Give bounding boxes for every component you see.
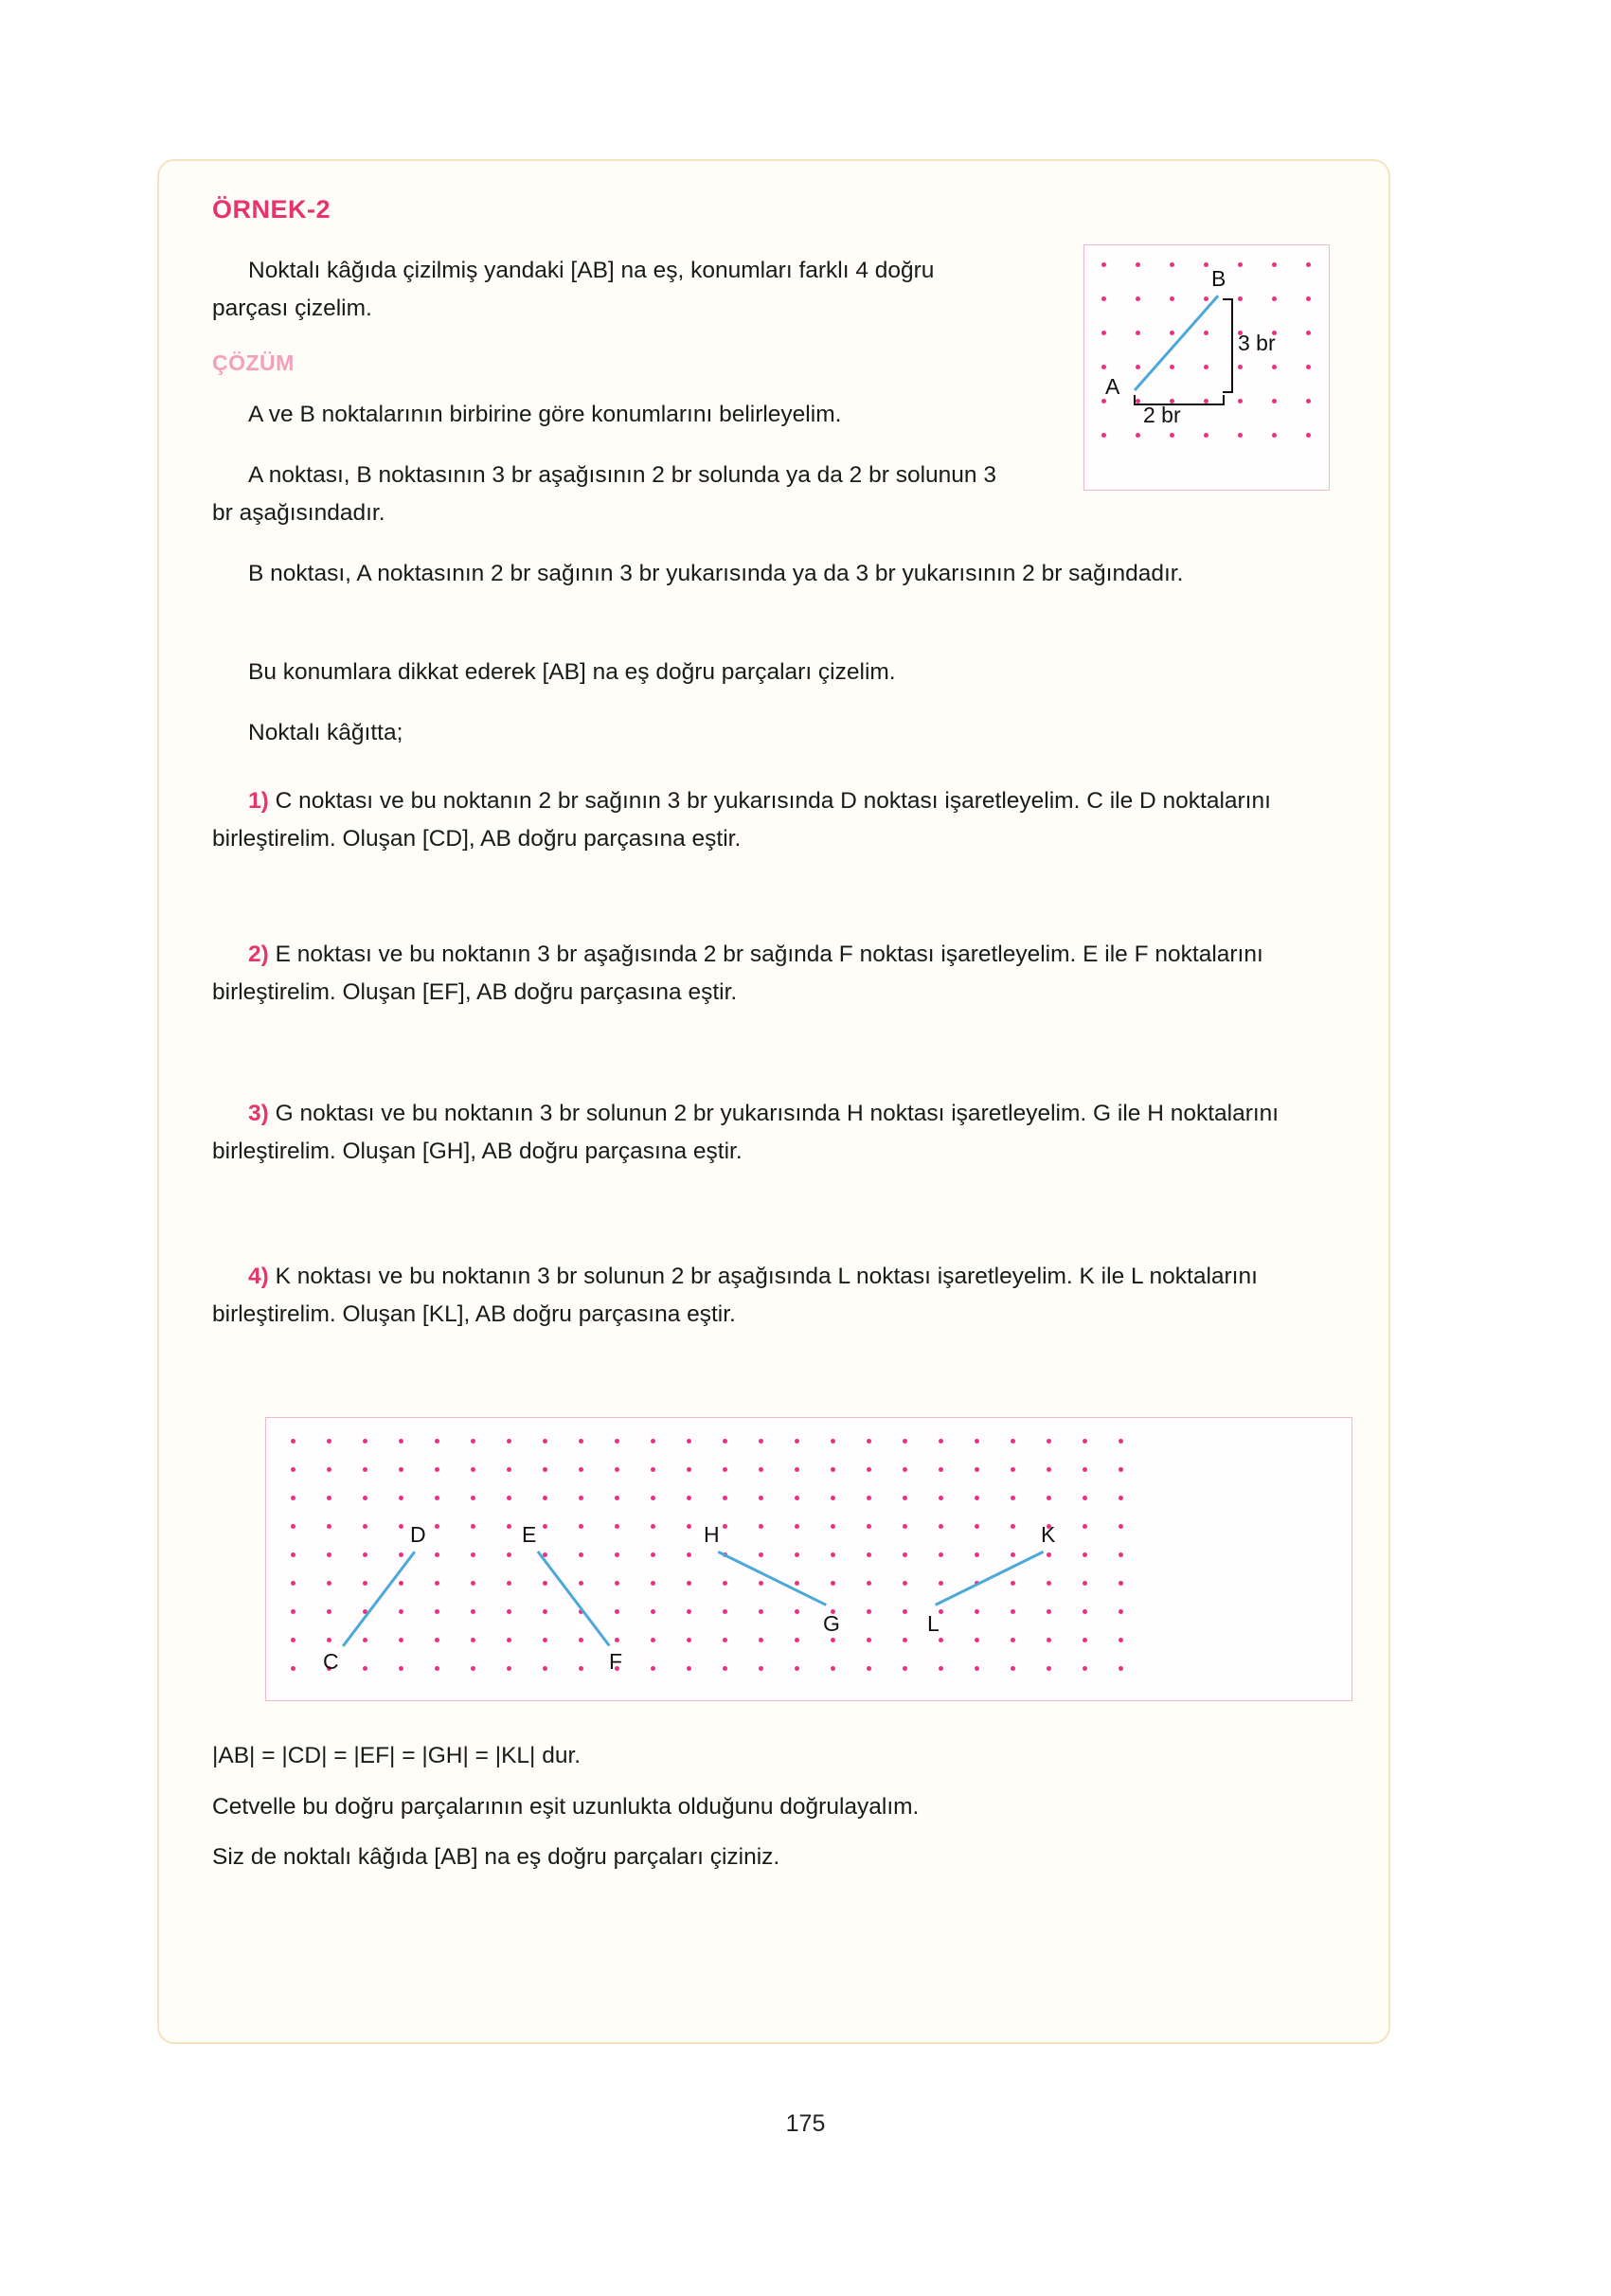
grid-dot — [1083, 1496, 1087, 1500]
grid-dot — [1119, 1609, 1123, 1614]
grid-dot — [1083, 1638, 1087, 1642]
grid-dot — [1083, 1524, 1087, 1529]
step-2-text: E noktası ve bu noktanın 3 br aşağısında 2 br sağında F noktası işaretleyelim. E ile F noktalarını birleştirelim. Oluşan [EF], AB doğru parçasına eştir. — [212, 942, 1263, 1005]
grid-dot — [435, 1638, 439, 1642]
grid-dot — [939, 1666, 943, 1671]
grid-dot — [291, 1467, 295, 1472]
grid-dot — [759, 1581, 763, 1586]
step-4 — [212, 1258, 1339, 1333]
grid-dot — [795, 1524, 799, 1529]
label-d: D — [410, 1522, 426, 1547]
grid-dot — [759, 1666, 763, 1671]
grid-dot — [867, 1609, 871, 1614]
grid-dot — [903, 1638, 907, 1642]
segment-kl — [935, 1551, 1044, 1606]
grid-dot — [831, 1581, 835, 1586]
grid-dot — [1047, 1581, 1051, 1586]
grid-dot — [507, 1439, 511, 1444]
grid-dot — [1011, 1552, 1015, 1557]
grid-dot — [1083, 1552, 1087, 1557]
grid-dot — [1101, 296, 1106, 301]
grid-dot — [399, 1552, 403, 1557]
grid-dot — [831, 1666, 835, 1671]
grid-dot — [975, 1467, 979, 1472]
grid-dot — [615, 1638, 619, 1642]
grid-dot — [1272, 365, 1277, 369]
grid-dot — [1047, 1496, 1051, 1500]
grid-dot — [1119, 1467, 1123, 1472]
grid-dot — [903, 1439, 907, 1444]
grid-dot — [1170, 262, 1174, 267]
footer-lines — [212, 1737, 1339, 1890]
grid-dot — [1204, 365, 1208, 369]
grid-dot — [867, 1666, 871, 1671]
grid-dot — [327, 1439, 331, 1444]
grid-dot — [867, 1496, 871, 1500]
grid-dot — [615, 1609, 619, 1614]
paragraph-4: Bu konumlara dikkat ederek [AB] na eş doğru parçaları çizelim. — [248, 659, 896, 685]
grid-dot — [363, 1439, 367, 1444]
step-1-number: 1) — [248, 788, 269, 814]
grid-dot — [615, 1467, 619, 1472]
paragraph-5: Noktalı kâğıtta; — [248, 720, 403, 745]
grid-dot — [975, 1609, 979, 1614]
grid-dot — [1170, 296, 1174, 301]
grid-dot — [327, 1638, 331, 1642]
grid-dot — [723, 1467, 727, 1472]
grid-dot — [471, 1496, 475, 1500]
grid-dot — [867, 1552, 871, 1557]
grid-dot — [975, 1638, 979, 1642]
grid-dot — [795, 1609, 799, 1614]
grid-dot — [327, 1524, 331, 1529]
segment-cd — [342, 1551, 416, 1646]
label-2br: 2 br — [1143, 403, 1181, 427]
grid-dot — [651, 1552, 655, 1557]
grid-dot — [363, 1638, 367, 1642]
intro-paragraph: Noktalı kâğıda çizilmiş yandaki [AB] na eş, konumları farklı 4 doğru parçası çizelim. — [212, 258, 935, 321]
grid-dot — [507, 1496, 511, 1500]
grid-dot — [1272, 399, 1277, 404]
grid-dot — [435, 1467, 439, 1472]
footer-line-1: |AB| = |CD| = |EF| = |GH| = |KL| dur. — [212, 1743, 582, 1768]
grid-dot — [687, 1638, 691, 1642]
label-h: H — [704, 1522, 720, 1547]
grid-dot — [759, 1496, 763, 1500]
grid-dot — [903, 1666, 907, 1671]
paragraph-3-block — [212, 555, 1339, 593]
grid-dot — [1204, 262, 1208, 267]
grid-dot — [471, 1666, 475, 1671]
grid-dot — [471, 1609, 475, 1614]
grid-dot — [1083, 1439, 1087, 1444]
grid-dot — [831, 1638, 835, 1642]
grid-dot — [579, 1439, 583, 1444]
grid-dot — [1101, 365, 1106, 369]
grid-dot — [291, 1609, 295, 1614]
grid-dot — [687, 1609, 691, 1614]
grid-dot — [1101, 262, 1106, 267]
example-card — [157, 159, 1390, 2044]
grid-dot — [435, 1524, 439, 1529]
brace-vertical — [1223, 298, 1233, 393]
grid-dot — [471, 1524, 475, 1529]
grid-dot — [1011, 1581, 1015, 1586]
grid-dot — [579, 1666, 583, 1671]
grid-dot — [1047, 1666, 1051, 1671]
grid-dot — [1119, 1666, 1123, 1671]
grid-dot — [1011, 1496, 1015, 1500]
card-content — [212, 195, 1339, 1871]
grid-dot — [687, 1496, 691, 1500]
grid-dot — [1119, 1496, 1123, 1500]
grid-dot — [903, 1609, 907, 1614]
footer-line-3: Siz de noktalı kâğıda [AB] na eş doğru parçaları çiziniz. — [212, 1844, 780, 1871]
grid-dot — [1011, 1439, 1015, 1444]
grid-dot — [1272, 433, 1277, 438]
grid-dot — [867, 1638, 871, 1642]
grid-dot — [435, 1666, 439, 1671]
grid-dot — [939, 1638, 943, 1642]
step-1 — [212, 782, 1339, 857]
grid-dot — [507, 1467, 511, 1472]
paragraph-4-block — [212, 654, 1339, 691]
paragraph-2-block — [212, 457, 1008, 531]
grid-dot — [1272, 262, 1277, 267]
grid-dot — [399, 1581, 403, 1586]
grid-dot — [903, 1581, 907, 1586]
grid-dot — [507, 1581, 511, 1586]
grid-dot — [1047, 1638, 1051, 1642]
grid-dot — [363, 1581, 367, 1586]
grid-dot — [1083, 1666, 1087, 1671]
step-1-block — [212, 782, 1339, 857]
grid-dot — [1136, 331, 1140, 335]
grid-dot — [795, 1439, 799, 1444]
grid-dot — [291, 1638, 295, 1642]
grid-dot — [903, 1524, 907, 1529]
grid-dot — [363, 1524, 367, 1529]
grid-dot — [363, 1496, 367, 1500]
grid-dot — [723, 1581, 727, 1586]
figure-small-dotted-paper — [1083, 244, 1330, 491]
grid-dot — [795, 1496, 799, 1500]
grid-dot — [759, 1638, 763, 1642]
grid-dot — [939, 1581, 943, 1586]
grid-dot — [1306, 331, 1311, 335]
grid-dot — [1083, 1467, 1087, 1472]
grid-dot — [1011, 1524, 1015, 1529]
grid-dot — [435, 1496, 439, 1500]
grid-dot — [1170, 331, 1174, 335]
grid-dot — [579, 1496, 583, 1500]
grid-dot — [399, 1666, 403, 1671]
grid-dot — [291, 1581, 295, 1586]
grid-dot — [1011, 1467, 1015, 1472]
grid-dot — [723, 1524, 727, 1529]
figure-big-dotted-paper — [265, 1417, 1352, 1701]
grid-dot — [507, 1524, 511, 1529]
grid-dot — [543, 1638, 547, 1642]
grid-dot — [759, 1467, 763, 1472]
grid-dot — [831, 1496, 835, 1500]
grid-dot — [1119, 1638, 1123, 1642]
page-title: ÖRNEK-2 — [212, 195, 331, 224]
grid-dot — [291, 1439, 295, 1444]
step-4-text: K noktası ve bu noktanın 3 br solunun 2 br aşağısında L noktası işaretleyelim. K ile L noktalarını birleştirelim. Oluşan [KL], AB doğru parçasına eştir. — [212, 1264, 1258, 1327]
grid-dot — [507, 1609, 511, 1614]
grid-dot — [615, 1552, 619, 1557]
solution-label: ÇÖZÜM — [212, 350, 295, 375]
grid-dot — [651, 1524, 655, 1529]
step-3-text: G noktası ve bu noktanın 3 br solunun 2 br yukarısında H noktası işaretleyelim. G ile H noktalarını birleştirelim. Oluşan [GH], AB doğru parçasına eştir. — [212, 1101, 1280, 1164]
grid-dot — [543, 1439, 547, 1444]
grid-dot — [1011, 1609, 1015, 1614]
grid-dot — [975, 1439, 979, 1444]
grid-dot — [579, 1552, 583, 1557]
grid-dot — [1136, 433, 1140, 438]
grid-dot — [723, 1638, 727, 1642]
grid-dot — [291, 1666, 295, 1671]
grid-dot — [579, 1638, 583, 1642]
grid-dot — [651, 1581, 655, 1586]
grid-dot — [975, 1552, 979, 1557]
grid-dot — [651, 1496, 655, 1500]
grid-dot — [1119, 1581, 1123, 1586]
grid-dot — [723, 1666, 727, 1671]
segment-gh — [718, 1551, 827, 1606]
grid-dot — [939, 1552, 943, 1557]
paragraph-1-block — [212, 396, 1008, 434]
grid-dot — [939, 1467, 943, 1472]
grid-dot — [1101, 331, 1106, 335]
grid-dot — [327, 1496, 331, 1500]
grid-dot — [435, 1609, 439, 1614]
page-number: 175 — [785, 2110, 826, 2137]
grid-dot — [1170, 365, 1174, 369]
grid-dot — [1306, 365, 1311, 369]
grid-dot — [759, 1524, 763, 1529]
grid-dot — [651, 1439, 655, 1444]
grid-dot — [687, 1467, 691, 1472]
step-2-block — [212, 936, 1339, 1011]
grid-dot — [435, 1581, 439, 1586]
label-g: G — [823, 1611, 840, 1636]
grid-dot — [795, 1666, 799, 1671]
grid-dot — [867, 1581, 871, 1586]
grid-dot — [723, 1496, 727, 1500]
grid-dot — [831, 1439, 835, 1444]
grid-dot — [1238, 262, 1243, 267]
grid-dot — [471, 1552, 475, 1557]
grid-dot — [543, 1666, 547, 1671]
grid-dot — [831, 1524, 835, 1529]
grid-dot — [543, 1467, 547, 1472]
step-2 — [212, 936, 1339, 1011]
grid-dot — [975, 1496, 979, 1500]
grid-dot — [327, 1609, 331, 1614]
grid-dot — [975, 1524, 979, 1529]
grid-dot — [831, 1552, 835, 1557]
grid-dot — [543, 1496, 547, 1500]
label-3br: 3 br — [1238, 331, 1276, 355]
grid-dot — [867, 1524, 871, 1529]
step-3-number: 3) — [248, 1101, 269, 1126]
grid-dot — [867, 1439, 871, 1444]
grid-dot — [507, 1638, 511, 1642]
grid-dot — [615, 1496, 619, 1500]
label-l: L — [927, 1611, 940, 1636]
grid-dot — [507, 1552, 511, 1557]
grid-dot — [1119, 1524, 1123, 1529]
grid-dot — [1047, 1609, 1051, 1614]
grid-dot — [903, 1467, 907, 1472]
grid-dot — [291, 1496, 295, 1500]
grid-dot — [615, 1439, 619, 1444]
grid-dot — [471, 1439, 475, 1444]
label-e: E — [522, 1522, 537, 1547]
grid-dot — [579, 1524, 583, 1529]
grid-dot — [399, 1439, 403, 1444]
grid-dot — [327, 1581, 331, 1586]
grid-dot — [1272, 296, 1277, 301]
grid-dot — [795, 1638, 799, 1642]
grid-dot — [939, 1496, 943, 1500]
grid-dot — [327, 1552, 331, 1557]
paragraph-5-block — [212, 714, 1339, 752]
grid-dot — [759, 1439, 763, 1444]
grid-dot — [1101, 433, 1106, 438]
grid-dot — [363, 1467, 367, 1472]
label-c: C — [323, 1649, 339, 1674]
grid-dot — [399, 1467, 403, 1472]
grid-dot — [1170, 433, 1174, 438]
grid-dot — [399, 1609, 403, 1614]
step-4-block — [212, 1258, 1339, 1333]
grid-dot — [1306, 296, 1311, 301]
grid-dot — [543, 1609, 547, 1614]
grid-dot — [723, 1609, 727, 1614]
grid-dot — [903, 1496, 907, 1500]
grid-dot — [1204, 296, 1208, 301]
grid-dot — [543, 1524, 547, 1529]
segment-ef — [537, 1551, 611, 1646]
grid-dot — [1204, 331, 1208, 335]
grid-dot — [1306, 262, 1311, 267]
grid-dot — [327, 1467, 331, 1472]
label-k: K — [1041, 1522, 1056, 1547]
grid-dot — [759, 1552, 763, 1557]
step-2-number: 2) — [248, 942, 269, 967]
grid-dot — [831, 1467, 835, 1472]
paragraph-2: A noktası, B noktasının 3 br aşağısının 2 br solunda ya da 2 br solunun 3 br aşağısındadır. — [212, 462, 996, 526]
grid-dot — [399, 1638, 403, 1642]
grid-dot — [651, 1638, 655, 1642]
grid-dot — [687, 1666, 691, 1671]
grid-dot — [399, 1496, 403, 1500]
grid-dot — [579, 1467, 583, 1472]
grid-dot — [435, 1552, 439, 1557]
grid-dot — [1136, 262, 1140, 267]
grid-dot — [687, 1552, 691, 1557]
grid-dot — [1011, 1638, 1015, 1642]
grid-dot — [579, 1581, 583, 1586]
grid-dot — [651, 1467, 655, 1472]
label-f: F — [609, 1649, 623, 1674]
grid-dot — [1238, 296, 1243, 301]
grid-dot — [1047, 1439, 1051, 1444]
grid-dot — [1238, 365, 1243, 369]
grid-dot — [687, 1581, 691, 1586]
grid-dot — [1238, 399, 1243, 404]
grid-dot — [471, 1581, 475, 1586]
grid-dot — [1083, 1609, 1087, 1614]
grid-dot — [1136, 296, 1140, 301]
step-3 — [212, 1095, 1339, 1170]
paragraph-3: B noktası, A noktasının 2 br sağının 3 br yukarısında ya da 3 br yukarısının 2 br sağındadır. — [248, 561, 1184, 586]
step-3-block — [212, 1095, 1339, 1170]
grid-dot — [363, 1552, 367, 1557]
grid-dot — [543, 1581, 547, 1586]
segment-ab — [1134, 295, 1219, 391]
grid-dot — [1119, 1439, 1123, 1444]
grid-dot — [975, 1666, 979, 1671]
intro-paragraph-block — [212, 252, 1008, 327]
label-b: B — [1211, 266, 1226, 291]
grid-dot — [1238, 433, 1243, 438]
grid-dot — [1119, 1552, 1123, 1557]
grid-dot — [1306, 433, 1311, 438]
paragraph-1: A ve B noktalarının birbirine göre konumlarını belirleyelim. — [248, 402, 842, 427]
grid-dot — [291, 1524, 295, 1529]
grid-dot — [507, 1666, 511, 1671]
grid-dot — [939, 1439, 943, 1444]
grid-dot — [651, 1609, 655, 1614]
step-1-text: C noktası ve bu noktanın 2 br sağının 3 br yukarısında D noktası işaretleyelim. C ile D noktalarını birleştirelim. Oluşan [CD], AB doğru parçasına eştir. — [212, 788, 1271, 852]
footer-line-2: Cetvelle bu doğru parçalarının eşit uzunlukta olduğunu doğrulayalım. — [212, 1793, 920, 1820]
grid-dot — [651, 1666, 655, 1671]
grid-dot — [795, 1552, 799, 1557]
grid-dot — [1047, 1552, 1051, 1557]
grid-dot — [687, 1524, 691, 1529]
grid-dot — [363, 1666, 367, 1671]
grid-dot — [795, 1581, 799, 1586]
step-4-number: 4) — [248, 1264, 269, 1289]
grid-dot — [1136, 365, 1140, 369]
grid-dot — [1204, 433, 1208, 438]
grid-dot — [471, 1467, 475, 1472]
grid-dot — [291, 1552, 295, 1557]
grid-dot — [903, 1552, 907, 1557]
grid-dot — [939, 1524, 943, 1529]
label-a: A — [1105, 374, 1120, 399]
grid-dot — [1083, 1581, 1087, 1586]
grid-dot — [1047, 1467, 1051, 1472]
grid-dot — [435, 1439, 439, 1444]
grid-dot — [687, 1439, 691, 1444]
grid-dot — [471, 1638, 475, 1642]
grid-dot — [399, 1524, 403, 1529]
grid-dot — [1011, 1666, 1015, 1671]
grid-dot — [867, 1467, 871, 1472]
grid-dot — [1306, 399, 1311, 404]
grid-dot — [615, 1524, 619, 1529]
grid-dot — [759, 1609, 763, 1614]
grid-dot — [615, 1581, 619, 1586]
grid-dot — [723, 1439, 727, 1444]
grid-dot — [795, 1467, 799, 1472]
